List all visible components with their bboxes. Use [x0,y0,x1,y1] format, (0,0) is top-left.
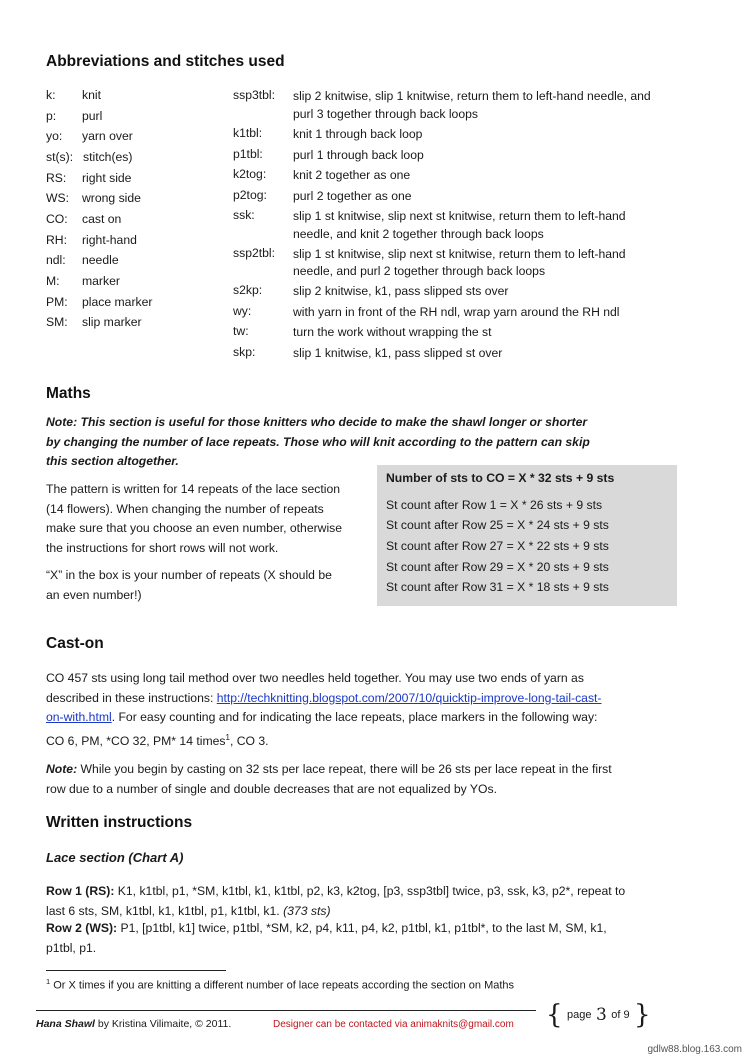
row1-label: Row 1 (RS): [46,884,115,898]
stitch-key: ssp3tbl: [233,88,276,102]
stitch-definition: purl 2 together as one [293,188,412,203]
stitch-definition: slip 1 st knitwise, slip next st knitwise, return them to left-hand needle, and purl 2 together through back loops [293,246,626,278]
footnote [46,977,514,992]
stitch-key: wy: [233,303,252,318]
abbreviations-left-list [46,88,226,338]
abbreviation-key: yo: [46,129,63,143]
caston-line [46,689,686,709]
stitch-key: p1tbl: [233,146,263,161]
brace-open: { [546,1000,563,1030]
stitch-definition: slip 1 knitwise, k1, pass slipped st over [293,346,503,360]
paragraph-line: “X” in the box is your number of repeats (X should be [46,568,332,582]
caston-paragraph [46,669,686,751]
caston-note-line: row due to a number of single and double decreases that are not equalized by YOs. [46,781,498,796]
maths-note-line: by changing the number of lace repeats. Those who will knit according to the pattern can skip [46,434,590,449]
box-line: St count after Row 29 = X * 20 sts + 9 sts [386,560,609,574]
paragraph-line: make sure that you choose an even number, otherwise [46,521,343,535]
abbreviation-meaning: right side [82,170,132,185]
caston-note [46,760,696,799]
row1-text: last 6 sts, SM, k1tbl, k1, k1tbl, p1, k1tbl, k1. [46,903,284,918]
footnote-mark: 1 [46,977,51,986]
row2-line [46,919,706,939]
caston-line: CO 457 sts using long tail method over two needles held together. You may use two ends of yarn as [46,671,584,685]
row2-label: Row 2 (WS): [46,921,118,935]
abbreviation-key: RS: [46,170,67,185]
abbreviation-key: st(s): [46,150,74,164]
footnote-reference[interactable]: 1 [225,732,230,742]
abbreviation-meaning: purl [82,108,103,123]
row1-line [46,882,706,902]
caston-heading: Cast-on [46,635,104,652]
row1-stitch-count: (373 sts) [283,903,331,918]
stitch-definition: slip 2 knitwise, k1, pass slipped sts over [293,284,509,298]
stitch-definition: purl 1 through back loop [293,147,424,162]
paragraph-line: the instructions for short rows will not work. [46,540,279,555]
stitch-count-box [377,465,677,606]
abbreviation-meaning: stitch(es) [83,150,133,164]
row1-instructions [46,882,706,921]
abbreviation-meaning: knit [82,88,101,102]
techknitting-link-continued[interactable]: on-with.html [46,710,112,724]
abbreviation-meaning: right-hand [82,233,137,247]
abbreviation-meaning: place marker [82,295,153,309]
footer-author: by Kristina Vilimaite, © 2011. [94,1018,232,1030]
abbreviation-meaning: wrong side [82,191,141,205]
stitch-key: s2kp: [233,283,263,297]
row2-text: P1, [p1tbl, k1] twice, p1tbl, *SM, k2, p4, k11, p4, k2, p1tbl, k1, p1tbl*, to the last M, SM, k1, [117,921,607,935]
abbreviation-key: k: [46,88,56,102]
box-line: St count after Row 31 = X * 18 sts + 9 sts [386,580,609,594]
abbreviation-key: CO: [46,212,68,226]
abbreviation-key: p: [46,108,57,123]
stitch-definition: with yarn in front of the RH ndl, wrap yarn around the RH ndl [293,304,620,319]
box-line: St count after Row 27 = X * 22 sts + 9 sts [386,539,609,553]
box-line: St count after Row 25 = X * 24 sts + 9 sts [386,518,609,532]
brace-close: } [634,1000,651,1030]
note-label: Note: [46,762,78,776]
box-title: Number of sts to CO = X * 32 sts + 9 sts [386,471,615,485]
footer-contact: Designer can be contacted via animaknits@gmail.com [273,1019,514,1030]
written-heading: Written instructions [46,814,193,831]
abbreviation-key: SM: [46,315,68,329]
stitch-definition: knit 2 together as one [293,168,411,182]
abbreviation-key: WS: [46,191,70,205]
caston-text: . For easy counting and for indicating the lace repeats, place markers in the following way: [111,710,598,724]
footnote-separator [46,970,226,971]
caston-text: CO 6, PM, *CO 32, PM* 14 times [46,733,226,748]
caston-line [46,708,686,728]
paragraph-line: The pattern is written for 14 repeats of the lace section [46,482,341,496]
abbreviation-meaning: needle [82,253,119,267]
page-number: 3 [595,1005,607,1025]
box-line: St count after Row 1 = X * 26 sts + 9 sts [386,498,603,512]
abbreviation-meaning: cast on [82,212,122,226]
abbreviation-key: PM: [46,295,68,309]
stitch-key: ssp2tbl: [233,245,276,260]
page-indicator [546,1000,651,1030]
stitch-key: ssk: [233,208,255,222]
row2-line: p1tbl, p1. [46,940,97,955]
maths-paragraph-2 [46,566,376,605]
footer-rule [36,1010,536,1011]
caston-text: described in these instructions: [46,690,217,705]
techknitting-link[interactable]: http://techknitting.blogspot.com/2007/10/quicktip-improve-long-tail-cast- [216,690,602,705]
stitch-key: p2tog: [233,187,267,202]
abbreviation-key: RH: [46,233,67,247]
page-total: of 9 [611,1009,630,1021]
stitch-definition: knit 1 through back loop [293,126,423,141]
stitch-definition: turn the work without wrapping the st [293,325,492,339]
footer-title: Hana Shawl [36,1018,95,1030]
caston-text: , CO 3. [229,733,269,748]
row1-text: K1, k1tbl, p1, *SM, k1tbl, k1, k1tbl, p2, k3, k2tog, [p3, ssp3tbl] twice, p3, ssk, k3, p2*, repeat to [114,884,626,898]
blog-watermark: gdlw88.blog.163.com [647,1044,742,1055]
paragraph-line: an even number!) [46,587,142,602]
caston-line [46,728,686,752]
paragraph-line: (14 flowers). When changing the number of repeats [46,501,324,516]
page-word: page [567,1009,592,1021]
abbreviation-key: M: [46,274,60,288]
abbreviation-meaning: slip marker [82,315,142,329]
stitch-definition: slip 1 st knitwise, slip next st knitwise, return them to left-hand needle, and knit 2 together through back loops [293,209,626,241]
footnote-text: Or X times if you are knitting a different number of lace repeats according the section on Maths [50,979,515,992]
maths-note-line: Note: This section is useful for those knitters who decide to make the shawl longer or shorter [46,415,588,429]
stitch-definition: slip 2 knitwise, slip 1 knitwise, return them to left-hand needle, and purl 3 together through back loops [293,89,651,121]
abbreviation-key: ndl: [46,253,66,267]
caston-note-text: While you begin by casting on 32 sts per lace repeat, there will be 26 sts per lace repeat in the first [77,762,612,776]
row2-instructions [46,919,706,958]
footer-credit [36,1018,231,1030]
maths-heading: Maths [46,385,91,402]
maths-note [46,413,590,472]
caston-note-line [46,760,696,780]
stitch-key: tw: [233,324,249,338]
abbreviations-right-list [233,88,673,368]
maths-note-line: this section altogether. [46,454,179,468]
maths-paragraph-1 [46,480,376,558]
abbreviation-meaning: yarn over [82,129,133,143]
stitch-key: k2tog: [233,167,267,181]
lace-subheading: Lace section (Chart A) [46,850,184,865]
abbreviation-meaning: marker [82,274,120,288]
stitch-key: skp: [233,345,256,359]
stitch-key: k1tbl: [233,125,263,140]
abbreviations-heading: Abbreviations and stitches used [46,53,285,70]
